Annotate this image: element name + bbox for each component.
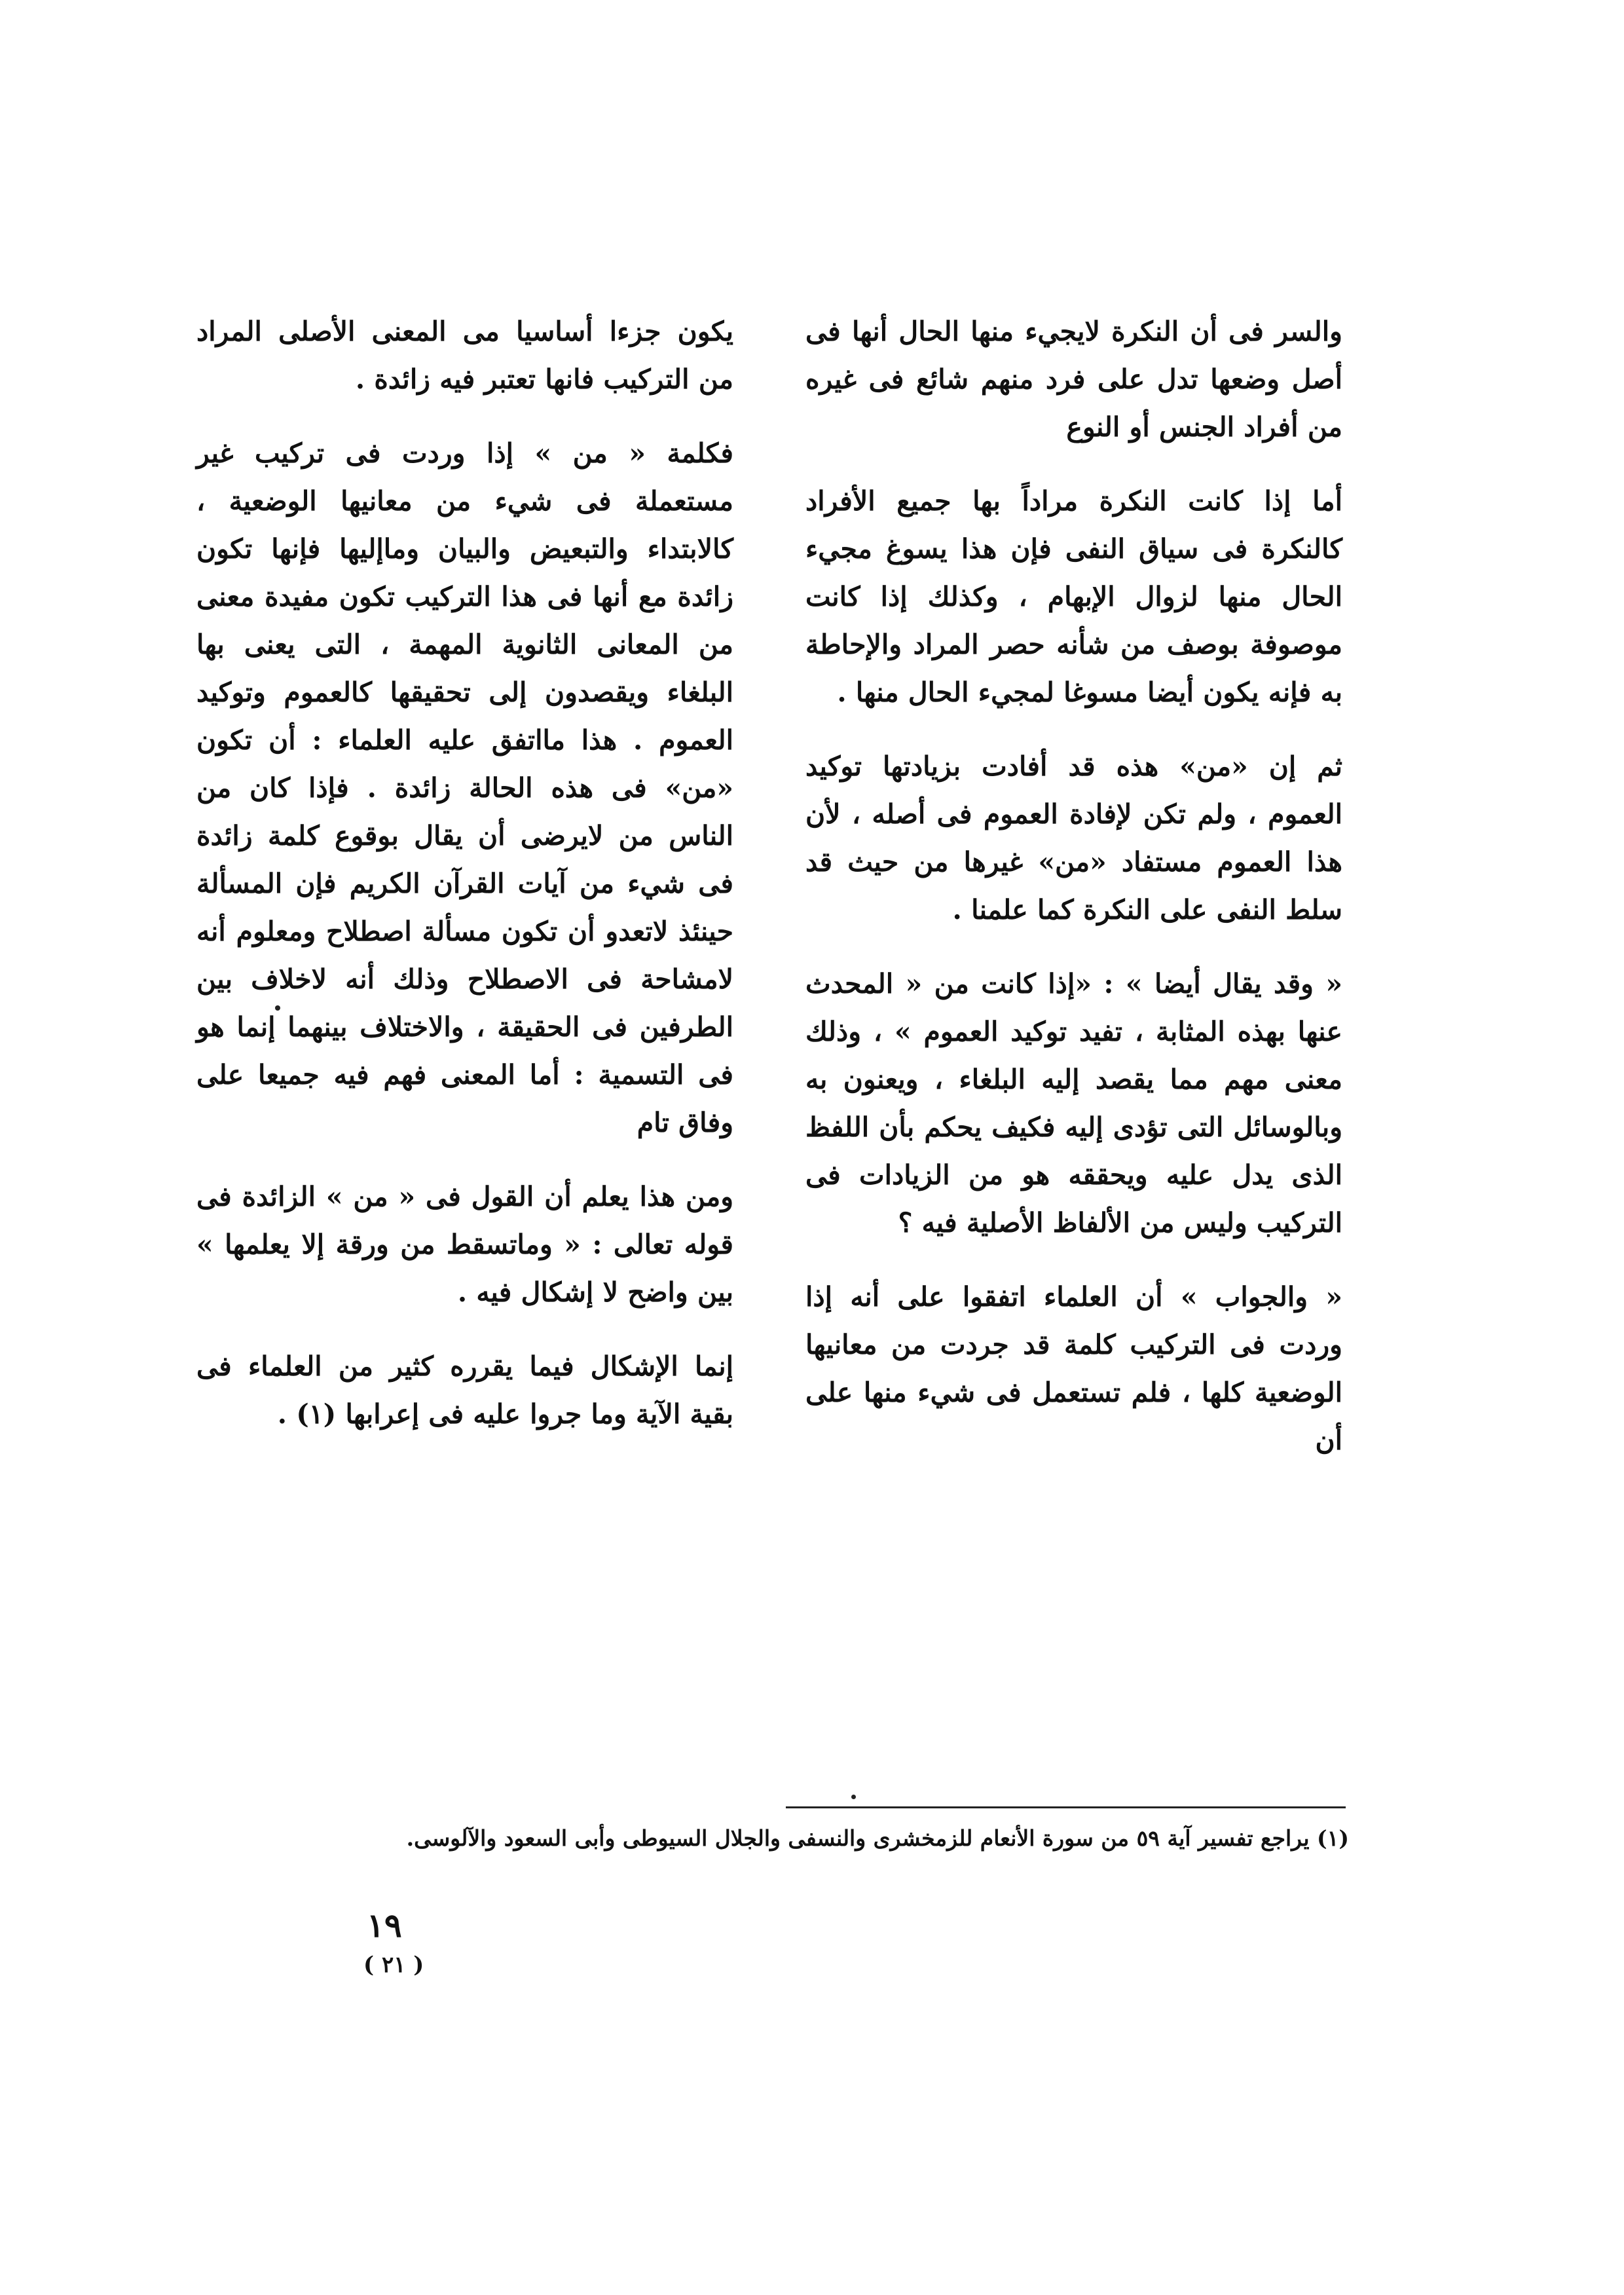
paragraph: يكون جزءا أساسيا مى المعنى الأصلى المراد من التركيب فانها تعتبر فيه زائدة . bbox=[196, 316, 733, 395]
paragraph: إنما الإشكال فيما يقرره كثير من العلماء فى بقية الآية وما جروا عليه فى إعرابها (١) . bbox=[196, 1351, 733, 1430]
paragraph: ومن هذا يعلم أن القول فى « من » الزائدة فى قوله تعالى : « وماتسقط من ورقة إلا يعلمها » بين واضح لا إشكال فيه . bbox=[196, 1181, 733, 1308]
scan-speck bbox=[851, 1795, 856, 1799]
scan-speck bbox=[275, 1005, 280, 1011]
paragraph: أما إذا كانت النكرة مراداً بها جميع الأفراد كالنكرة فى سياق النفى فإن هذا يسوغ مجيء الحال منها لزوال الإبهام ، وكذلك إذا كانت موصوفة بوصف من شأنه حصر المراد والإحاطة به فإنه يكون أيضا مسوغا لمجيء الحال منها . bbox=[805, 485, 1342, 708]
sheet-mark: ( ٢١ ) bbox=[363, 1952, 424, 1978]
paragraph: والسر فى أن النكرة لايجيء منها الحال أنها فى أصل وضعها تدل على فرد منهم شائع فى غيره من أفراد الجنس أو النوع bbox=[805, 316, 1342, 443]
paragraph: ثم إن «من» هذه قد أفادت بزيادتها توكيد العموم ، ولم تكن لإفادة العموم فى أصله ، لأن هذا العموم مستفاد «من» غيرها من حيث قد سلط النفى على النكرة كما علمنا . bbox=[805, 751, 1342, 925]
footnote-divider bbox=[786, 1806, 1346, 1808]
footnote: (١) يراجع تفسير آية ٥٩ من سورة الأنعام للزمخشرى والنسفى والجلال السيوطى وأبى السعود والآلوسى. bbox=[406, 1825, 1349, 1851]
paragraph: « والجواب » أن العلماء اتفقوا على أنه إذا وردت فى التركيب كلمة قد جردت من معانيها الوضعية كلها ، فلم تستعمل فى شيء منها على أن bbox=[805, 1281, 1342, 1456]
paragraph: فكلمة « من » إذا وردت فى تركيب غير مستعملة فى شيء من معانيها الوضعية ، كالابتداء والتبعيض والبيان وماإليها فإنها تكون زائدة مع أنها فى هذا التركيب تكون مفيدة معنى من المعانى الثانوية المهمة ، التى يعنى بها البلغاء ويقصدون إلى تحقيقها كالعموم وتوكيد العموم . هذا مااتفق عليه العلماء : أن تكون «من» فى هذه الحالة زائدة . فإذا كان من الناس من لايرضى أن يقال بوقوع كلمة زائدة فى شيء من آيات القرآن الكريم فإن المسألة حينئذ لاتعدو أن تكون مسألة اصطلاح ومعلوم أنه لامشاحة فى الاصطلاح وذلك أنه لاخلاف بين الطرفين فى الحقيقة ، والاختلاف بينهما إنما هو فى التسمية : أما المعنى فهم فيه جميعا على وفاق تام bbox=[196, 438, 733, 1138]
paragraph: « وقد يقال أيضا » : «إذا كانت من « المحدث عنها بهذه المثابة ، تفيد توكيد العموم » ، وذلك معنى مهم مما يقصد إليه البلغاء ، ويعنون به وبالوسائل التى تؤدى إليه فكيف يحكم بأن اللفظ الذى يدل عليه ويحققه هو من الزيادات فى التركيب وليس من الألفاظ الأصلية فيه ؟ bbox=[805, 968, 1342, 1239]
right-column bbox=[805, 308, 1342, 1491]
page-number: ١٩ bbox=[367, 1906, 402, 1945]
left-column bbox=[196, 308, 733, 1465]
